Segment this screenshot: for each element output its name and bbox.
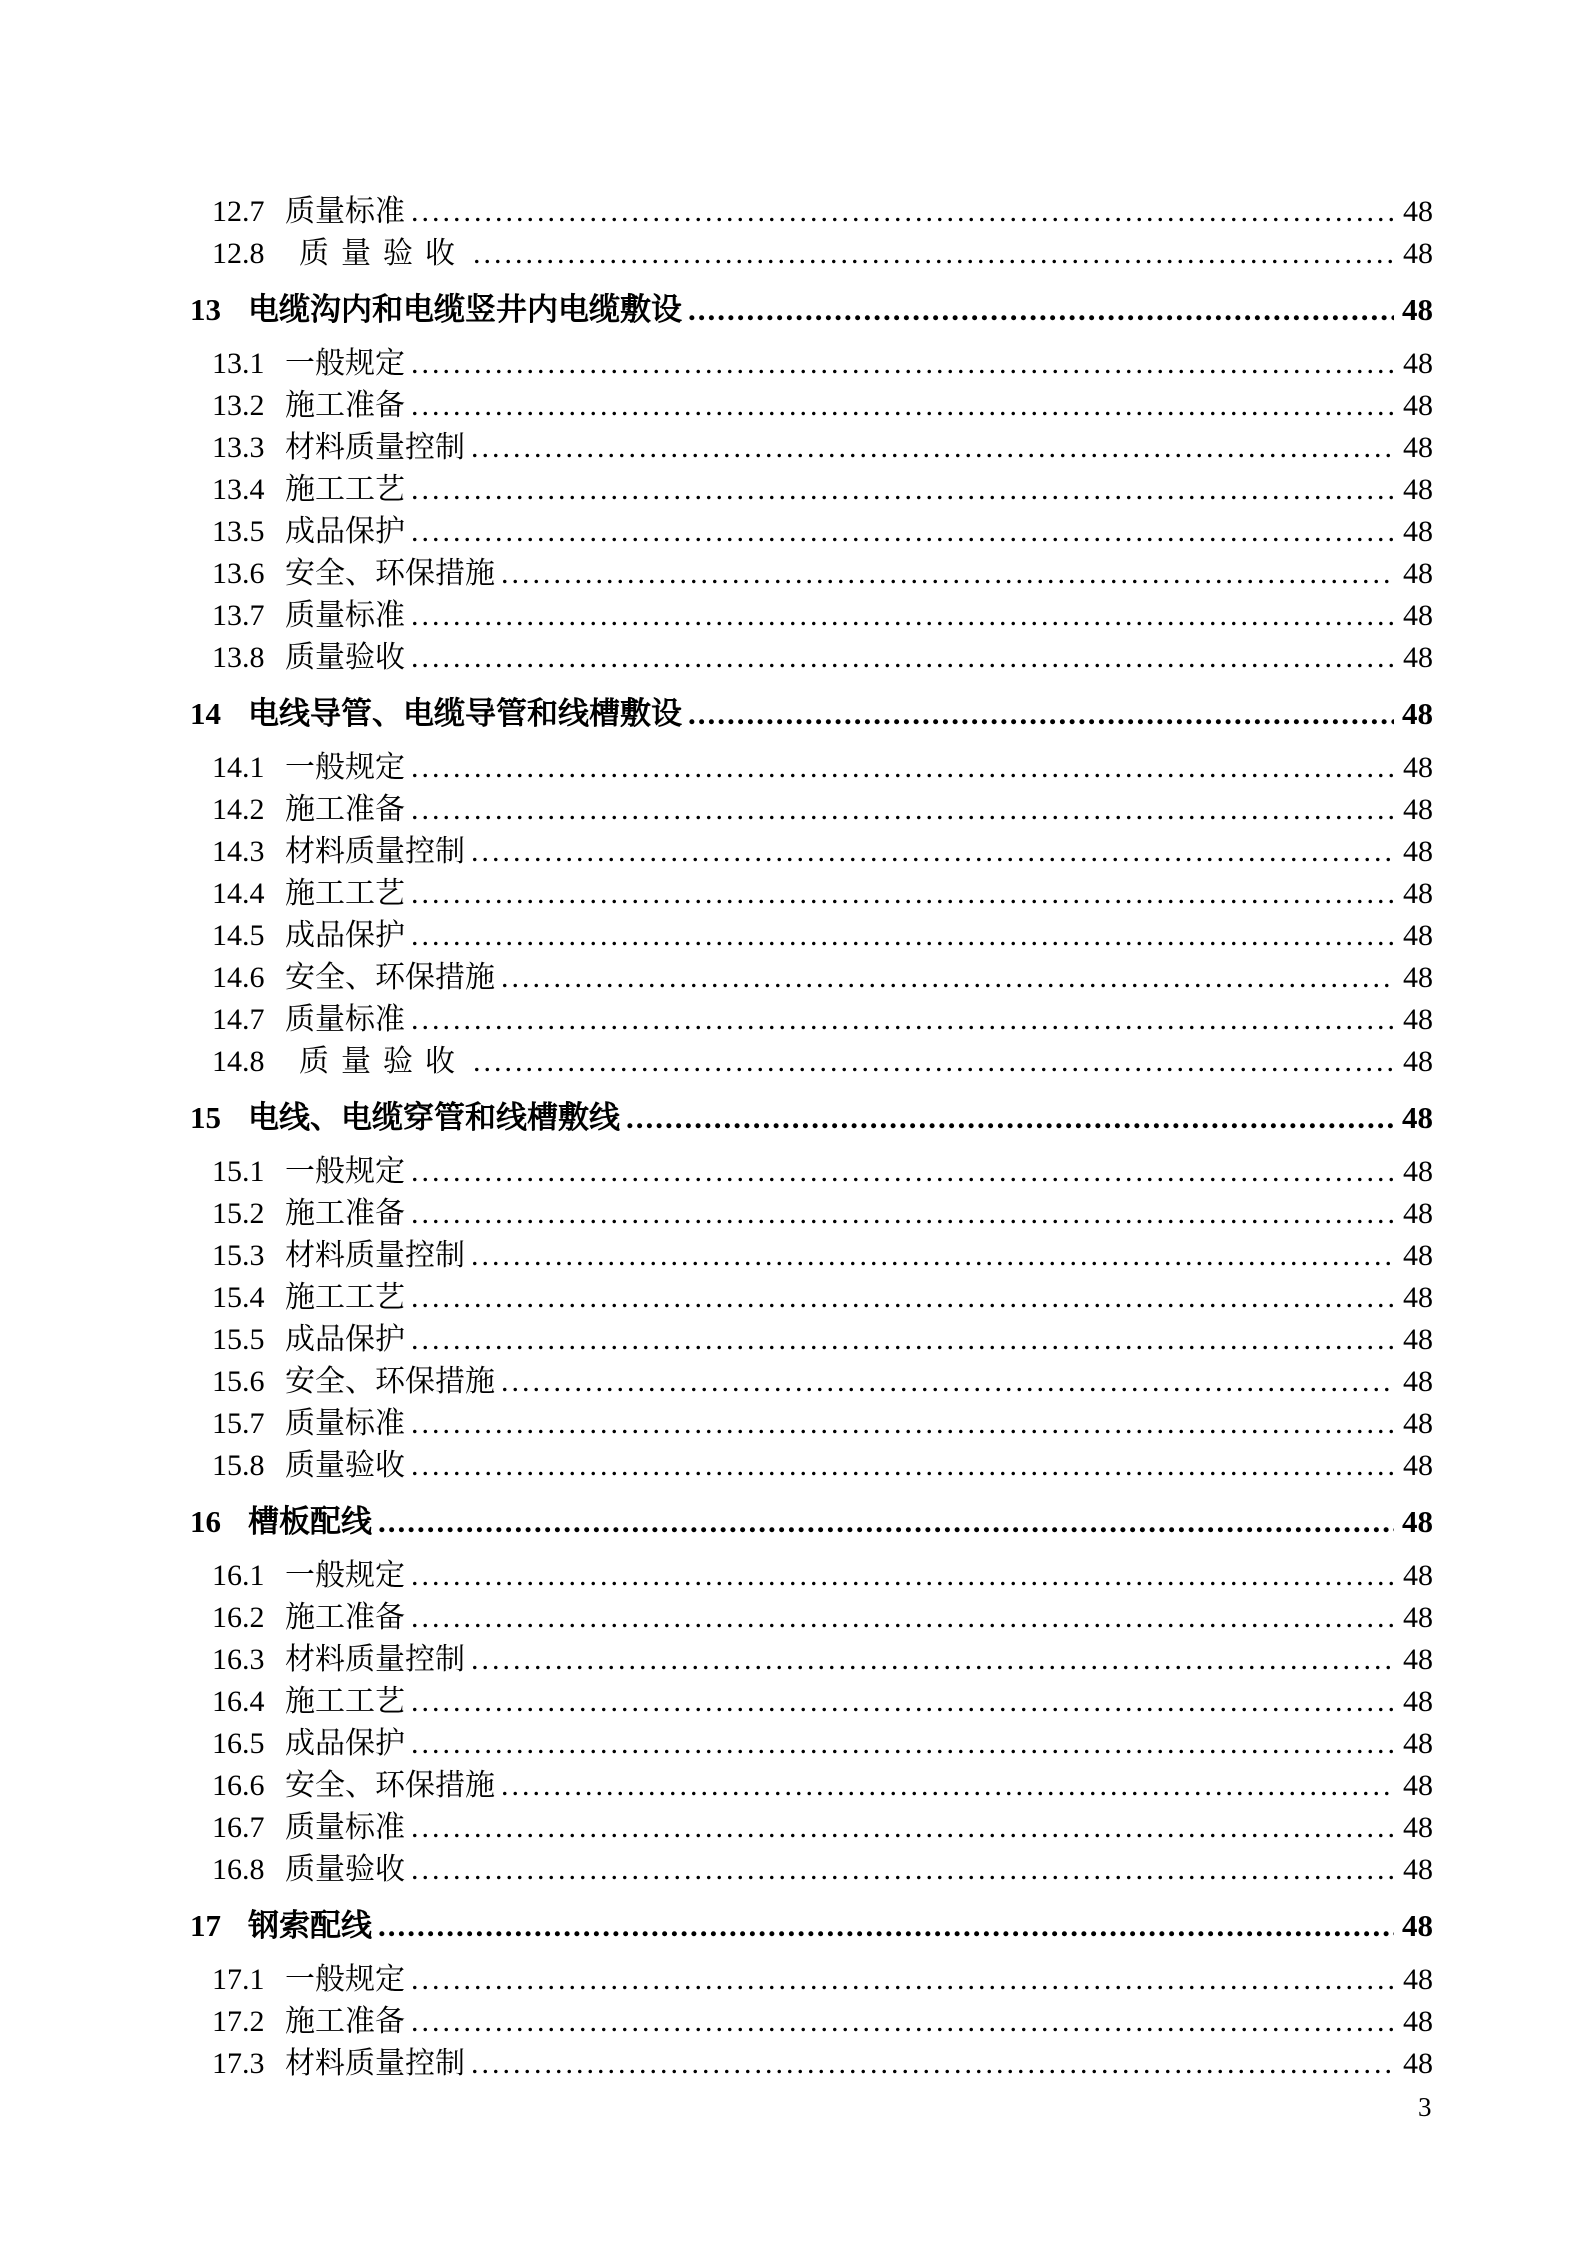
- toc-entry-title: 质量标准: [285, 1003, 405, 1036]
- toc-entry-title: 施工工艺: [285, 877, 405, 910]
- toc-leader-dots: [411, 343, 1395, 385]
- toc-entry[interactable]: [212, 747, 1433, 789]
- toc-entry-number: 14.8: [212, 1045, 265, 1078]
- table-of-contents: [190, 191, 1433, 2085]
- toc-entry-title: 质量验收: [285, 1449, 405, 1482]
- toc-entry-page: 48: [1403, 237, 1433, 270]
- toc-entry-number: 16.4: [212, 1685, 265, 1718]
- toc-entry-title: 一般规定: [285, 1963, 405, 1996]
- toc-entry-page: 48: [1403, 2047, 1433, 2080]
- toc-leader-dots: [626, 1095, 1394, 1141]
- toc-entry-page: 48: [1403, 1197, 1433, 1230]
- toc-leader-dots: [411, 2001, 1395, 2043]
- toc-entry-title: 安全、环保措施: [285, 1769, 495, 1802]
- toc-entry[interactable]: [212, 595, 1433, 637]
- toc-leader-dots: [411, 789, 1395, 831]
- toc-entry-page: 48: [1403, 1239, 1433, 1272]
- toc-entry-page: 48: [1402, 1908, 1433, 1943]
- toc-leader-dots: [411, 873, 1395, 915]
- toc-entry-page: 48: [1403, 1407, 1433, 1440]
- toc-entry-title: 钢索配线: [248, 1908, 372, 1943]
- toc-entry-number: 14.7: [212, 1003, 265, 1036]
- toc-leader-dots: [411, 1849, 1395, 1891]
- toc-leader-dots: [473, 233, 1395, 275]
- toc-entry[interactable]: [212, 1959, 1433, 2001]
- toc-entry-title: 一般规定: [285, 347, 405, 380]
- toc-entry-title: 质量标准: [285, 1407, 405, 1440]
- toc-entry[interactable]: [212, 873, 1433, 915]
- toc-entry[interactable]: [212, 1151, 1433, 1193]
- footer-page-number: 3: [1418, 2092, 1432, 2122]
- toc-entry[interactable]: [190, 1095, 1433, 1141]
- toc-entry[interactable]: [212, 915, 1433, 957]
- toc-leader-dots: [411, 999, 1395, 1041]
- toc-entry[interactable]: [190, 691, 1433, 737]
- toc-entry-title: 施工准备: [285, 1197, 405, 1230]
- toc-entry-page: 48: [1403, 389, 1433, 422]
- toc-leader-dots: [501, 1361, 1395, 1403]
- toc-entry-title: 施工准备: [285, 1601, 405, 1634]
- toc-entry-title: 质量标准: [285, 599, 405, 632]
- toc-entry-page: 48: [1403, 1769, 1433, 1802]
- toc-entry-page: 48: [1403, 1685, 1433, 1718]
- toc-leader-dots: [688, 691, 1394, 737]
- toc-entry-page: 48: [1402, 1504, 1433, 1539]
- toc-entry-number: 14.1: [212, 751, 265, 784]
- toc-entry[interactable]: [212, 1639, 1433, 1681]
- toc-entry[interactable]: [212, 385, 1433, 427]
- toc-entry-page: 48: [1403, 1601, 1433, 1634]
- toc-entry-number: 13: [190, 292, 221, 327]
- toc-entry-number: 15.7: [212, 1407, 265, 1440]
- toc-entry-number: 13.5: [212, 515, 265, 548]
- toc-leader-dots: [411, 747, 1395, 789]
- toc-entry-number: 16: [190, 1504, 221, 1539]
- toc-entry[interactable]: [212, 2043, 1433, 2085]
- toc-entry-page: 48: [1403, 1727, 1433, 1760]
- toc-entry-title: 槽板配线: [248, 1504, 372, 1539]
- toc-entry-page: 48: [1403, 1449, 1433, 1482]
- toc-entry-title: 施工准备: [285, 793, 405, 826]
- toc-entry-title: 质量标准: [285, 1811, 405, 1844]
- toc-entry-number: 13.8: [212, 641, 265, 674]
- toc-entry-title: 质量验收: [285, 641, 405, 674]
- toc-entry-title: 材料质量控制: [285, 2047, 465, 2080]
- toc-entry-page: 48: [1403, 1853, 1433, 1886]
- toc-entry[interactable]: [212, 789, 1433, 831]
- toc-entry-number: 13.2: [212, 389, 265, 422]
- toc-entry-title: 电缆沟内和电缆竖井内电缆敷设: [248, 292, 682, 327]
- toc-leader-dots: [411, 385, 1395, 427]
- toc-entry-number: 14.2: [212, 793, 265, 826]
- toc-leader-dots: [378, 1903, 1394, 1949]
- toc-entry-number: 17.3: [212, 2047, 265, 2080]
- toc-entry[interactable]: [212, 1235, 1433, 1277]
- toc-entry[interactable]: [190, 1499, 1433, 1545]
- toc-leader-dots: [411, 1445, 1395, 1487]
- toc-leader-dots: [471, 831, 1395, 873]
- toc-entry-page: 48: [1403, 1281, 1433, 1314]
- toc-entry-page: 48: [1403, 1045, 1433, 1078]
- toc-entry-page: 48: [1403, 599, 1433, 632]
- toc-entry-number: 12.7: [212, 195, 265, 228]
- toc-leader-dots: [411, 1277, 1395, 1319]
- toc-entry[interactable]: [190, 287, 1433, 333]
- toc-entry-page: 48: [1403, 1963, 1433, 1996]
- toc-entry-title: 材料质量控制: [285, 1239, 465, 1272]
- toc-entry-number: 15.6: [212, 1365, 265, 1398]
- toc-entry-number: 12.8: [212, 237, 265, 270]
- toc-entry[interactable]: [190, 1903, 1433, 1949]
- toc-entry-page: 48: [1403, 1559, 1433, 1592]
- toc-entry-number: 15.4: [212, 1281, 265, 1314]
- toc-entry-title: 安全、环保措施: [285, 961, 495, 994]
- toc-leader-dots: [411, 1151, 1395, 1193]
- toc-entry[interactable]: [212, 1681, 1433, 1723]
- toc-entry[interactable]: [212, 191, 1433, 233]
- toc-entry-title: 材料质量控制: [285, 431, 465, 464]
- toc-leader-dots: [411, 1319, 1395, 1361]
- toc-entry[interactable]: [212, 1597, 1433, 1639]
- toc-entry-number: 13.7: [212, 599, 265, 632]
- toc-entry-number: 16.5: [212, 1727, 265, 1760]
- toc-entry[interactable]: [212, 511, 1433, 553]
- toc-leader-dots: [501, 957, 1395, 999]
- toc-entry[interactable]: [212, 1277, 1433, 1319]
- toc-entry-title: 质量验收: [299, 1045, 467, 1078]
- toc-leader-dots: [473, 1041, 1395, 1083]
- toc-entry-title: 施工工艺: [285, 1685, 405, 1718]
- toc-leader-dots: [411, 1555, 1395, 1597]
- toc-entry-page: 48: [1403, 431, 1433, 464]
- toc-entry-number: 15.1: [212, 1155, 265, 1188]
- toc-entry-title: 施工工艺: [285, 473, 405, 506]
- toc-entry-page: 48: [1403, 515, 1433, 548]
- toc-leader-dots: [501, 1765, 1395, 1807]
- toc-entry[interactable]: [212, 1807, 1433, 1849]
- toc-leader-dots: [411, 1807, 1395, 1849]
- toc-entry-page: 48: [1403, 877, 1433, 910]
- toc-entry-page: 48: [1403, 1365, 1433, 1398]
- toc-entry[interactable]: [212, 2001, 1433, 2043]
- toc-entry[interactable]: [212, 1555, 1433, 1597]
- toc-entry-page: 48: [1403, 473, 1433, 506]
- toc-entry-page: 48: [1402, 696, 1433, 731]
- toc-entry-number: 13.4: [212, 473, 265, 506]
- toc-entry-number: 16.6: [212, 1769, 265, 1802]
- toc-entry[interactable]: [212, 427, 1433, 469]
- toc-entry-page: 48: [1403, 1003, 1433, 1036]
- toc-entry-title: 质量验收: [285, 1853, 405, 1886]
- toc-leader-dots: [411, 1681, 1395, 1723]
- toc-entry-title: 安全、环保措施: [285, 557, 495, 590]
- toc-entry[interactable]: [212, 343, 1433, 385]
- toc-entry-page: 48: [1403, 919, 1433, 952]
- toc-entry-page: 48: [1403, 835, 1433, 868]
- toc-entry-number: 16.2: [212, 1601, 265, 1634]
- toc-entry[interactable]: [212, 469, 1433, 511]
- toc-entry-title: 成品保护: [285, 1323, 405, 1356]
- toc-leader-dots: [411, 469, 1395, 511]
- toc-entry-page: 48: [1403, 2005, 1433, 2038]
- toc-entry-title: 材料质量控制: [285, 1643, 465, 1676]
- toc-entry-number: 16.8: [212, 1853, 265, 1886]
- toc-entry-number: 14.6: [212, 961, 265, 994]
- toc-entry-number: 16.3: [212, 1643, 265, 1676]
- toc-leader-dots: [471, 1639, 1395, 1681]
- toc-leader-dots: [411, 595, 1395, 637]
- toc-leader-dots: [471, 427, 1395, 469]
- toc-entry-number: 14: [190, 696, 221, 731]
- toc-leader-dots: [411, 637, 1395, 679]
- toc-entry[interactable]: [212, 1445, 1433, 1487]
- toc-leader-dots: [411, 1959, 1395, 2001]
- toc-entry-page: 48: [1402, 1100, 1433, 1135]
- toc-entry[interactable]: [212, 1723, 1433, 1765]
- toc-leader-dots: [411, 1403, 1395, 1445]
- toc-entry-number: 13.3: [212, 431, 265, 464]
- toc-entry-number: 13.1: [212, 347, 265, 380]
- toc-entry-number: 17: [190, 1908, 221, 1943]
- toc-entry[interactable]: [212, 1849, 1433, 1891]
- toc-entry-title: 一般规定: [285, 1559, 405, 1592]
- toc-entry-number: 16.1: [212, 1559, 265, 1592]
- toc-entry-page: 48: [1402, 292, 1433, 327]
- toc-entry-title: 材料质量控制: [285, 835, 465, 868]
- toc-leader-dots: [411, 1723, 1395, 1765]
- toc-entry-title: 电线、电缆穿管和线槽敷线: [248, 1100, 620, 1135]
- toc-entry-number: 16.7: [212, 1811, 265, 1844]
- toc-leader-dots: [411, 511, 1395, 553]
- toc-entry-title: 施工工艺: [285, 1281, 405, 1314]
- toc-leader-dots: [411, 191, 1395, 233]
- toc-entry-number: 15.5: [212, 1323, 265, 1356]
- toc-entry-title: 成品保护: [285, 515, 405, 548]
- toc-entry[interactable]: [212, 1193, 1433, 1235]
- toc-entry-number: 15.8: [212, 1449, 265, 1482]
- toc-entry[interactable]: [212, 1403, 1433, 1445]
- toc-leader-dots: [471, 1235, 1395, 1277]
- toc-entry-title: 一般规定: [285, 751, 405, 784]
- toc-entry-number: 14.5: [212, 919, 265, 952]
- toc-entry-title: 电线导管、电缆导管和线槽敷设: [248, 696, 682, 731]
- toc-entry-title: 安全、环保措施: [285, 1365, 495, 1398]
- toc-leader-dots: [411, 1597, 1395, 1639]
- toc-entry-title: 施工准备: [285, 2005, 405, 2038]
- toc-entry-title: 成品保护: [285, 919, 405, 952]
- toc-entry-title: 成品保护: [285, 1727, 405, 1760]
- toc-leader-dots: [501, 553, 1395, 595]
- toc-entry-page: 48: [1403, 347, 1433, 380]
- toc-entry-title: 质量标准: [285, 195, 405, 228]
- toc-entry-page: 48: [1403, 793, 1433, 826]
- toc-entry-number: 14.4: [212, 877, 265, 910]
- toc-entry[interactable]: [212, 553, 1433, 595]
- toc-entry-number: 17.2: [212, 2005, 265, 2038]
- toc-entry[interactable]: [212, 957, 1433, 999]
- toc-entry-page: 48: [1403, 557, 1433, 590]
- toc-entry-title: 质量验收: [299, 237, 467, 270]
- toc-entry[interactable]: [212, 831, 1433, 873]
- toc-entry-title: 一般规定: [285, 1155, 405, 1188]
- toc-entry[interactable]: [212, 233, 1433, 275]
- toc-entry-page: 48: [1403, 1323, 1433, 1356]
- toc-entry[interactable]: [212, 1765, 1433, 1807]
- toc-entry-page: 48: [1403, 1155, 1433, 1188]
- toc-entry[interactable]: [212, 1361, 1433, 1403]
- toc-entry-page: 48: [1403, 751, 1433, 784]
- toc-leader-dots: [378, 1499, 1394, 1545]
- toc-entry-number: 14.3: [212, 835, 265, 868]
- toc-entry-number: 17.1: [212, 1963, 265, 1996]
- toc-entry[interactable]: [212, 637, 1433, 679]
- toc-entry-title: 施工准备: [285, 389, 405, 422]
- toc-entry-number: 13.6: [212, 557, 265, 590]
- toc-leader-dots: [688, 287, 1394, 333]
- toc-entry[interactable]: [212, 999, 1433, 1041]
- toc-entry-page: 48: [1403, 641, 1433, 674]
- toc-entry-number: 15: [190, 1100, 221, 1135]
- toc-entry-number: 15.3: [212, 1239, 265, 1272]
- toc-leader-dots: [411, 1193, 1395, 1235]
- toc-entry-page: 48: [1403, 1643, 1433, 1676]
- toc-entry[interactable]: [212, 1319, 1433, 1361]
- toc-entry[interactable]: [212, 1041, 1433, 1083]
- toc-entry-page: 48: [1403, 195, 1433, 228]
- toc-leader-dots: [411, 915, 1395, 957]
- toc-entry-page: 48: [1403, 1811, 1433, 1844]
- toc-entry-page: 48: [1403, 961, 1433, 994]
- toc-entry-number: 15.2: [212, 1197, 265, 1230]
- toc-leader-dots: [471, 2043, 1395, 2085]
